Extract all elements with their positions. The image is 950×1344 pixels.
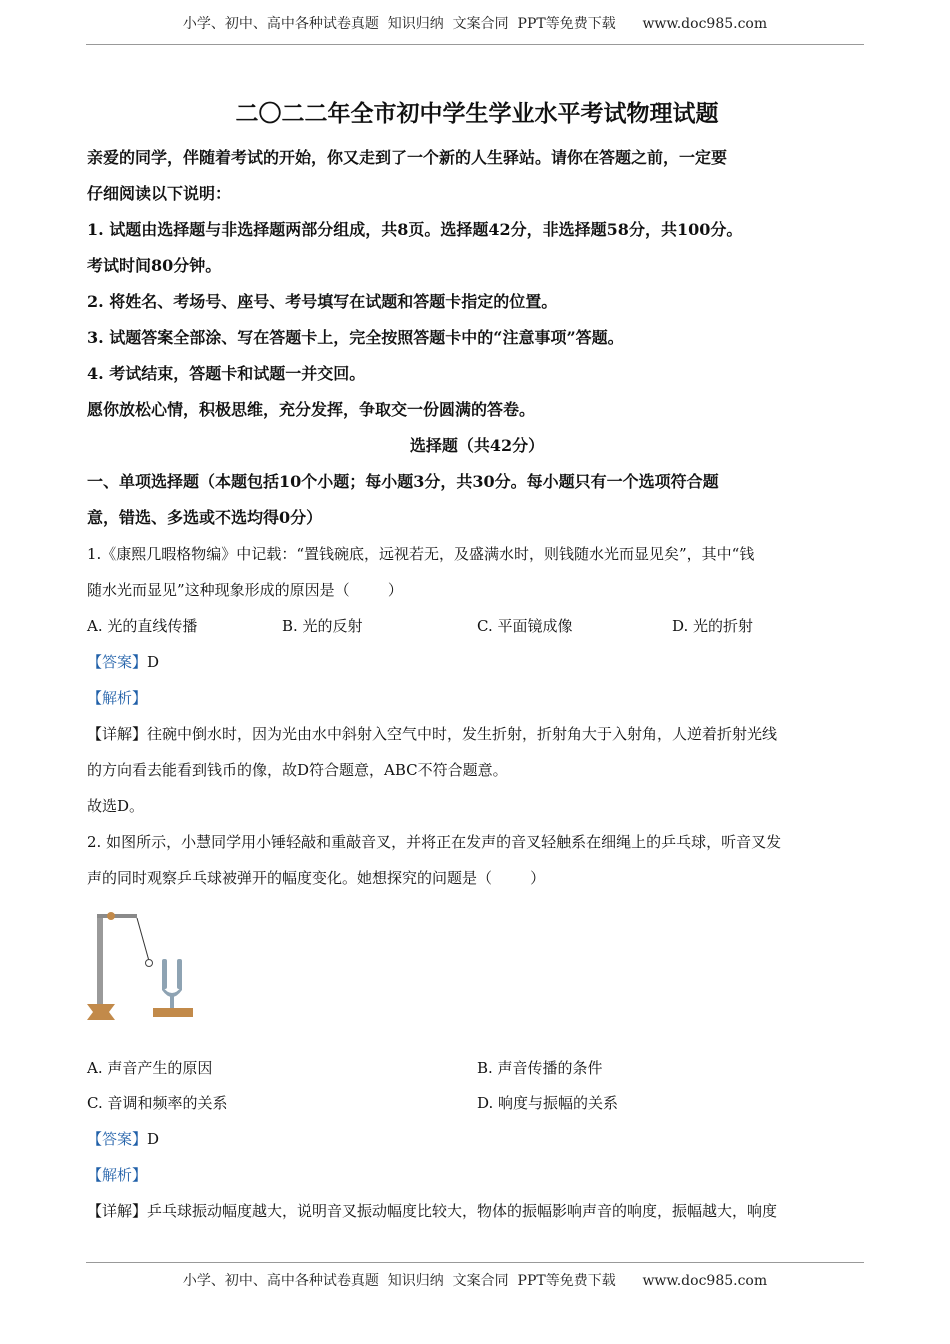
answer-tag: 【答案】 bbox=[87, 1130, 148, 1148]
thread bbox=[137, 918, 149, 961]
header-divider bbox=[86, 44, 864, 45]
q1-stem: 1.《康熙几暇格物编》中记载：“置钱碗底，远视若无，及盛满水时，则钱随水光而显见矣”，其中“钱 bbox=[87, 545, 755, 563]
page-header: 小学、初中、高中各种试卷真题 知识归纳 文案合同 PPT等免费下载 www.doc985.com bbox=[182, 16, 768, 32]
intro-line: 考试时间80分钟。 bbox=[87, 256, 222, 275]
intro-line: 仔细阅读以下说明： bbox=[87, 184, 232, 203]
part-title: 一、单项选择题（本题包括10个小题；每小题3分，共30分。每小题只有一个选项符合题 bbox=[87, 472, 719, 491]
q2-option-b: B. 声音传播的条件 bbox=[477, 1059, 603, 1077]
detail-text: 往碗中倒水时，因为光由水中斜射入空气中时，发生折射，折射角大于入射角，人逆着折射光线 bbox=[147, 725, 778, 743]
document-body bbox=[87, 92, 867, 1229]
answer-value: D bbox=[147, 653, 160, 671]
q2-stem: 声的同时观察乒乓球被弹开的幅度变化。她想探究的问题是（ ） bbox=[87, 869, 546, 887]
ping-pong-ball bbox=[146, 960, 153, 967]
fork-prong-left bbox=[162, 959, 167, 989]
q2-analysis bbox=[87, 1157, 867, 1193]
intro-line: 愿你放松心情，积极思维，充分发挥，争取交一份圆满的答卷。 bbox=[87, 400, 536, 419]
q1-answer bbox=[87, 644, 867, 680]
detail-tag: 【详解】 bbox=[87, 1202, 148, 1220]
q1-option-b: B. 光的反射 bbox=[282, 617, 363, 635]
q2-options-row2 bbox=[87, 1086, 867, 1121]
q1-option-c: C. 平面镜成像 bbox=[477, 617, 573, 635]
intro-line: 1. 试题由选择题与非选择题两部分组成，共8页。选择题42分，非选择题58分，共100分。 bbox=[87, 220, 743, 239]
q2-answer bbox=[87, 1121, 867, 1157]
q1-stem: 随水光而显见”这种现象形成的原因是（ ） bbox=[87, 581, 403, 599]
stand-base bbox=[87, 1004, 115, 1020]
q1-detail bbox=[87, 716, 867, 752]
intro-line: 2. 将姓名、考场号、座号、考号填写在试题和答题卡指定的位置。 bbox=[87, 292, 558, 311]
part-title: 意，错选、多选或不选均得0分） bbox=[87, 508, 323, 527]
q2-options-row1 bbox=[87, 1051, 867, 1086]
intro-line: 3. 试题答案全部涂、写在答题卡上，完全按照答题卡中的“注意事项”答题。 bbox=[87, 328, 624, 347]
footer-divider bbox=[86, 1262, 864, 1263]
q2-option-d: D. 响度与振幅的关系 bbox=[477, 1094, 619, 1112]
clamp-knob bbox=[107, 912, 115, 920]
q1-options bbox=[87, 608, 867, 644]
section-title: 选择题（共42分） bbox=[409, 436, 545, 455]
answer-value: D bbox=[147, 1130, 160, 1148]
page-footer: 小学、初中、高中各种试卷真题 知识归纳 文案合同 PPT等免费下载 www.doc985.com bbox=[182, 1273, 768, 1289]
detail-text: 乒乓球振动幅度越大，说明音叉振动幅度比较大，物体的振幅影响声音的响度，振幅越大，响度 bbox=[147, 1202, 778, 1220]
q1-option-d: D. 光的折射 bbox=[672, 617, 754, 635]
fork-base bbox=[153, 1008, 193, 1017]
intro-line: 4. 考试结束，答题卡和试题一并交回。 bbox=[87, 364, 366, 383]
answer-tag: 【答案】 bbox=[87, 653, 148, 671]
q1-conclusion: 故选D。 bbox=[87, 797, 145, 815]
tuning-fork-apparatus-image bbox=[87, 904, 207, 1024]
intro-line: 亲爱的同学，伴随着考试的开始，你又走到了一个新的人生驿站。请你在答题之前，一定要 bbox=[87, 148, 728, 167]
stand-arm bbox=[97, 914, 137, 918]
q1-detail-cont: 的方向看去能看到钱币的像，故D符合题意，ABC不符合题意。 bbox=[87, 761, 508, 779]
fork-stem bbox=[170, 996, 174, 1010]
fork-prong-right bbox=[177, 959, 182, 989]
analysis-tag: 【解析】 bbox=[87, 1166, 148, 1184]
q1-option-a: A. 光的直线传播 bbox=[87, 617, 198, 635]
q2-stem: 2. 如图所示，小慧同学用小锤轻敲和重敲音叉，并将正在发声的音叉轻触系在细绳上的乒乓球，听音叉发 bbox=[87, 833, 782, 851]
q1-analysis bbox=[87, 680, 867, 716]
q2-option-a: A. 声音产生的原因 bbox=[87, 1059, 213, 1077]
stand-rod bbox=[97, 914, 103, 1009]
q2-option-c: C. 音调和频率的关系 bbox=[87, 1094, 228, 1112]
tuning-fork-figure bbox=[87, 896, 867, 1051]
detail-tag: 【详解】 bbox=[87, 725, 148, 743]
analysis-tag: 【解析】 bbox=[87, 689, 148, 707]
page-title: 二〇二二年全市初中学生学业水平考试物理试题 bbox=[235, 100, 719, 127]
q2-detail bbox=[87, 1193, 867, 1229]
